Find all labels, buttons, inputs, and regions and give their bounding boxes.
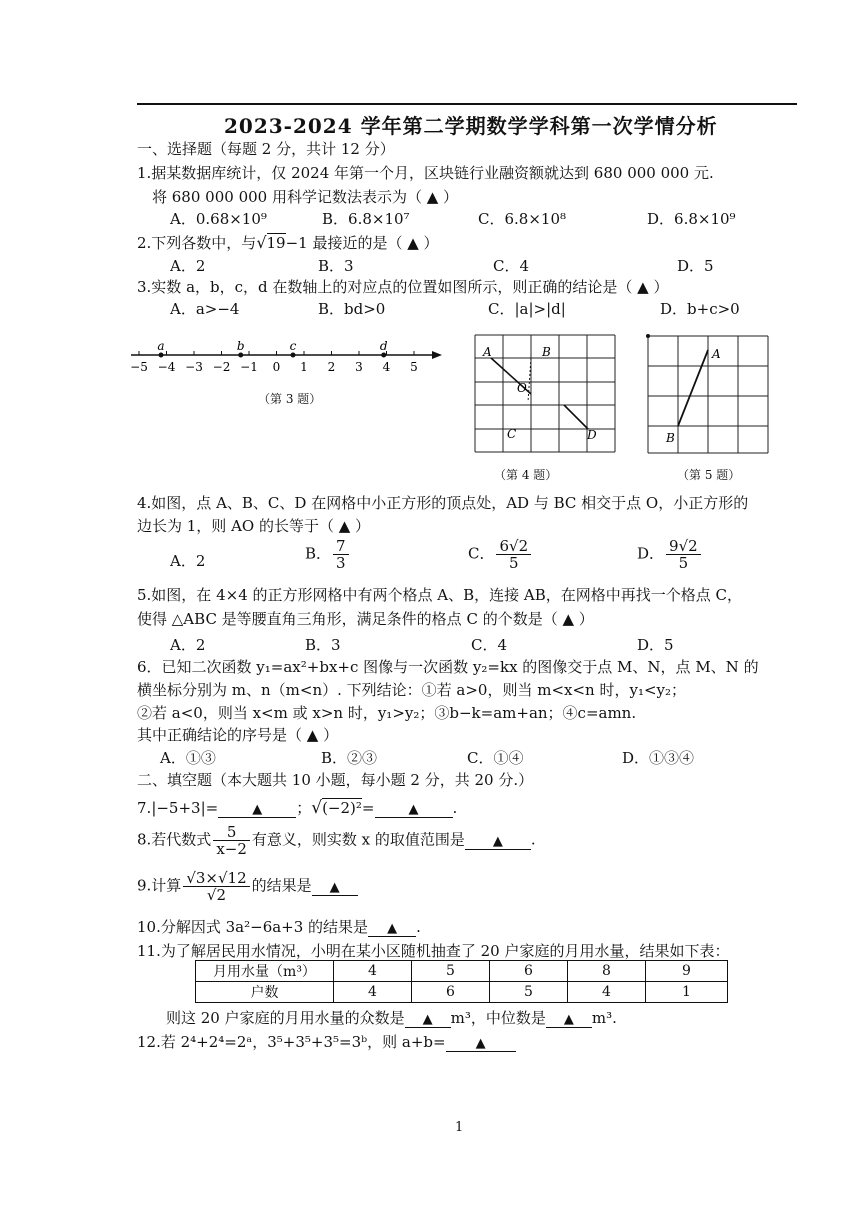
number-line-tick-label: −5 xyxy=(130,360,148,374)
question-1-option-a[interactable]: A．0.68×10⁹ xyxy=(170,210,267,228)
number-line-tick-label: 0 xyxy=(272,360,281,374)
figure-4-caption: （第 4 题） xyxy=(494,468,558,482)
table-cell: 4 xyxy=(334,982,412,1003)
number-line-tick-label: 4 xyxy=(382,360,391,374)
question-2-option-c[interactable]: C．4 xyxy=(493,257,530,275)
fig5-label-b: B xyxy=(666,431,675,445)
question-9-numerator: √3×√12 xyxy=(183,870,249,887)
fig4-label-a: A xyxy=(483,345,492,359)
question-12 xyxy=(137,1031,516,1052)
water-usage-table xyxy=(195,960,728,1003)
question-5-line-2: 使得 △ABC 是等腰直角三角形，满足条件的格点 C 的个数是（ ▲ ） xyxy=(137,610,594,628)
question-2-option-d[interactable]: D．5 xyxy=(677,257,714,275)
option-d-fraction xyxy=(666,538,701,571)
answer-blank-10[interactable] xyxy=(368,918,416,937)
question-8-suffix: 有意义，则实数 x 的取值范围是 xyxy=(251,830,465,849)
number-line-point xyxy=(238,353,243,358)
question-6-option-c[interactable]: C．①④ xyxy=(467,749,524,767)
question-9-denominator: √2 xyxy=(206,886,227,904)
table-cell: 6 xyxy=(490,961,568,982)
question-7-separator: ； xyxy=(296,799,312,817)
question-8-denominator: x−2 xyxy=(216,840,247,858)
question-10 xyxy=(137,916,421,937)
question-4-option-a[interactable]: A．2 xyxy=(170,552,206,570)
question-11-prefix: 则这 20 户家庭的月用水量的众数是 xyxy=(166,1009,405,1027)
question-6-option-d[interactable]: D．①③④ xyxy=(622,749,695,767)
question-2-option-b[interactable]: B．3 xyxy=(318,257,354,275)
number-line-point xyxy=(159,353,164,358)
question-2-option-a[interactable]: A．2 xyxy=(170,257,206,275)
question-1-line-1: 1.据某数据库统计，仅 2024 年第一个月，区块链行业融资额就达到 680 000 000 元. xyxy=(137,164,714,182)
question-8 xyxy=(137,824,536,857)
question-8-fraction xyxy=(213,824,250,857)
question-11-line-2 xyxy=(166,1007,617,1028)
table-cell: 8 xyxy=(568,961,646,982)
page-number: 1 xyxy=(455,1120,464,1135)
question-4-option-c[interactable] xyxy=(468,538,533,571)
option-d-numerator: 9√2 xyxy=(666,538,701,555)
question-5-option-b[interactable]: B．3 xyxy=(305,636,341,654)
question-3-option-a[interactable]: A．a>−4 xyxy=(170,300,240,318)
question-11-unit-1: m³，中位数是 xyxy=(450,1009,546,1027)
question-7-radicand: (−2)² xyxy=(322,799,362,817)
question-3-stem: 3.实数 a，b，c，d 在数轴上的对应点的位置如图所示，则正确的结论是（ ▲ ） xyxy=(137,278,669,296)
question-6-line-4: 其中正确结论的序号是（ ▲ ） xyxy=(137,726,339,744)
question-4-line-2: 边长为 1，则 AO 的长等于（ ▲ ） xyxy=(137,517,371,535)
figure-3-caption: （第 3 题） xyxy=(258,392,322,406)
number-line-tick-label: −3 xyxy=(185,360,203,374)
question-8-end: . xyxy=(530,830,536,849)
question-7 xyxy=(137,797,457,818)
question-1-option-b[interactable]: B．6.8×10⁷ xyxy=(322,210,410,228)
question-7-end: . xyxy=(452,799,458,817)
option-b-fraction xyxy=(333,538,349,571)
question-11-line-1: 11.为了解居民用水情况，小明在某小区随机抽查了 20 户家庭的月用水量，结果如下表： xyxy=(137,942,730,960)
question-3-option-c[interactable]: C．|a|>|d| xyxy=(488,300,566,318)
answer-blank-11b[interactable] xyxy=(546,1009,592,1028)
fig4-label-b: B xyxy=(542,345,551,359)
triangle-mark: ▲ xyxy=(492,833,503,849)
section-heading-fill: 二、填空题（本大题共 10 小题，每小题 2 分，共 20 分.） xyxy=(137,771,534,789)
number-line-tick-label: 2 xyxy=(327,360,336,374)
page-title: 2023-2024 学年第二学期数学学科第一次学情分析 xyxy=(224,114,718,138)
question-2-radicand: 19 xyxy=(266,234,286,252)
question-6-line-3: ②若 a<0，则当 x<m 或 x>n 时，y₁>y₂；③b−k=am+an；④c=amn. xyxy=(137,704,637,722)
answer-blank-8[interactable] xyxy=(465,831,531,850)
question-7-abs-expr: |−5+3|= xyxy=(151,799,219,817)
option-c-fraction xyxy=(496,538,531,571)
fig4-label-o: O xyxy=(517,381,527,395)
triangle-mark: ▲ xyxy=(252,802,263,817)
number-line-point-label: a xyxy=(157,339,165,353)
table-cell: 4 xyxy=(568,982,646,1003)
question-7-equals: = xyxy=(361,799,375,817)
table-cell: 4 xyxy=(334,961,412,982)
table-row xyxy=(196,961,728,982)
question-10-end: . xyxy=(416,918,421,936)
answer-blank-12[interactable] xyxy=(446,1033,516,1052)
figure-5-grid xyxy=(640,330,775,460)
section-heading-choice: 一、选择题（每题 2 分，共计 12 分） xyxy=(137,140,395,158)
number-line-tick-label: 1 xyxy=(300,360,308,374)
triangle-mark: ▲ xyxy=(408,802,419,817)
triangle-mark: ▲ xyxy=(563,1012,574,1027)
table-cell: 1 xyxy=(646,982,728,1003)
question-6-line-1: 6．已知二次函数 y₁=ax²+bx+c 图像与一次函数 y₂=kx 的图像交于点 M、N，点 M、N 的 xyxy=(137,658,759,676)
question-9-fraction xyxy=(183,870,249,903)
number-line-point-label: c xyxy=(289,339,297,353)
question-6-option-b[interactable]: B．②③ xyxy=(321,749,378,767)
question-1-option-c[interactable]: C．6.8×10⁸ xyxy=(478,210,567,228)
segment-ad-lower xyxy=(564,405,588,429)
answer-blank-11a[interactable] xyxy=(405,1009,451,1028)
figure-4-grid xyxy=(470,330,620,458)
number-line-tick-label: −1 xyxy=(240,360,258,374)
question-9 xyxy=(137,870,358,903)
question-10-text: 10.分解因式 3a²−6a+3 的结果是 xyxy=(137,918,369,936)
number-line-point xyxy=(381,353,386,358)
table-row-header: 户数 xyxy=(196,982,334,1003)
question-4-option-d[interactable] xyxy=(637,538,703,571)
number-line-tick-label: −4 xyxy=(157,360,176,374)
number-line-arrow xyxy=(432,351,442,359)
question-8-numerator: 5 xyxy=(213,824,250,841)
segment-ab xyxy=(678,350,708,426)
answer-blank-7b[interactable] xyxy=(375,799,453,818)
number-line-point-label: d xyxy=(379,339,388,353)
table-cell: 6 xyxy=(412,982,490,1003)
table-row-header: 月用水量（m³） xyxy=(196,961,334,982)
option-c-denominator: 5 xyxy=(509,554,519,572)
option-d-label: D． xyxy=(637,544,665,563)
option-b-denominator: 3 xyxy=(336,554,346,572)
question-9-suffix: 的结果是 xyxy=(251,876,312,895)
question-5-line-1: 5.如图，在 4×4 的正方形网格中有两个格点 A、B，连接 AB，在网格中再找一个格点 C， xyxy=(137,586,742,604)
option-c-numerator: 6√2 xyxy=(496,538,531,555)
option-b-label: B． xyxy=(305,544,332,563)
question-11-unit-2: m³. xyxy=(591,1009,617,1027)
fig5-label-a: A xyxy=(712,347,721,361)
grid-corner-dot xyxy=(646,334,650,338)
question-3-option-b[interactable]: B．bd>0 xyxy=(318,300,386,318)
fig4-label-d: D xyxy=(587,428,597,442)
figure-5-caption: （第 5 题） xyxy=(677,468,741,482)
table-cell: 5 xyxy=(490,982,568,1003)
question-2-prefix: 2.下列各数中，与 xyxy=(137,234,257,252)
question-4-line-1: 4.如图，点 A、B、C、D 在网格中小正方形的顶点处，AD 与 BC 相交于点 O，小正方形的 xyxy=(137,494,749,512)
question-12-text: 12.若 2⁴+2⁴=2ᵃ，3⁵+3⁵+3⁵=3ᵇ，则 a+b= xyxy=(137,1033,446,1051)
question-5-option-a[interactable]: A．2 xyxy=(170,636,206,654)
question-9-prefix: 9.计算 xyxy=(137,876,182,895)
table-cell: 9 xyxy=(646,961,728,982)
question-5-option-c[interactable]: C．4 xyxy=(471,636,508,654)
triangle-mark: ▲ xyxy=(422,1012,433,1027)
option-b-numerator: 7 xyxy=(333,538,349,555)
header-rule xyxy=(137,103,797,105)
option-d-denominator: 5 xyxy=(678,554,689,572)
question-8-prefix: 8.若代数式 xyxy=(137,830,212,849)
question-3-option-d[interactable]: D．b+c>0 xyxy=(660,300,740,318)
fig4-label-c: C xyxy=(507,427,517,441)
number-line-tick-label: 3 xyxy=(355,360,363,374)
question-6-line-2: 横坐标分别为 m、n（m<n）. 下列结论：①若 a>0，则当 m<x<n 时，y₁<y₂； xyxy=(137,681,687,699)
number-line-tick-label: −2 xyxy=(212,360,231,374)
question-6-option-a[interactable]: A．①③ xyxy=(160,749,216,767)
question-2-suffix: −1 最接近的是（ ▲ ） xyxy=(285,234,439,252)
radical-sign: √ xyxy=(256,233,267,252)
triangle-mark: ▲ xyxy=(329,879,340,895)
table-cell: 5 xyxy=(412,961,490,982)
number-line-figure xyxy=(128,335,448,385)
radical-sign: √ xyxy=(311,798,323,818)
answer-blank-7a[interactable] xyxy=(218,799,296,818)
option-c-label: C． xyxy=(468,544,495,563)
number-line-point-label: b xyxy=(236,339,245,353)
answer-blank-9[interactable] xyxy=(312,877,358,896)
table-row xyxy=(196,982,728,1003)
question-4-option-b[interactable] xyxy=(305,538,351,571)
question-2-stem xyxy=(137,232,439,253)
question-1-line-2: 将 680 000 000 用科学记数法表示为（ ▲ ） xyxy=(152,188,459,206)
question-7-number: 7. xyxy=(137,799,152,817)
question-1-option-d[interactable]: D．6.8×10⁹ xyxy=(647,210,736,228)
triangle-mark: ▲ xyxy=(475,1036,486,1051)
number-line-tick-label: 5 xyxy=(410,360,418,374)
question-5-option-d[interactable]: D．5 xyxy=(637,636,674,654)
triangle-mark: ▲ xyxy=(387,921,398,936)
number-line-point xyxy=(291,353,296,358)
